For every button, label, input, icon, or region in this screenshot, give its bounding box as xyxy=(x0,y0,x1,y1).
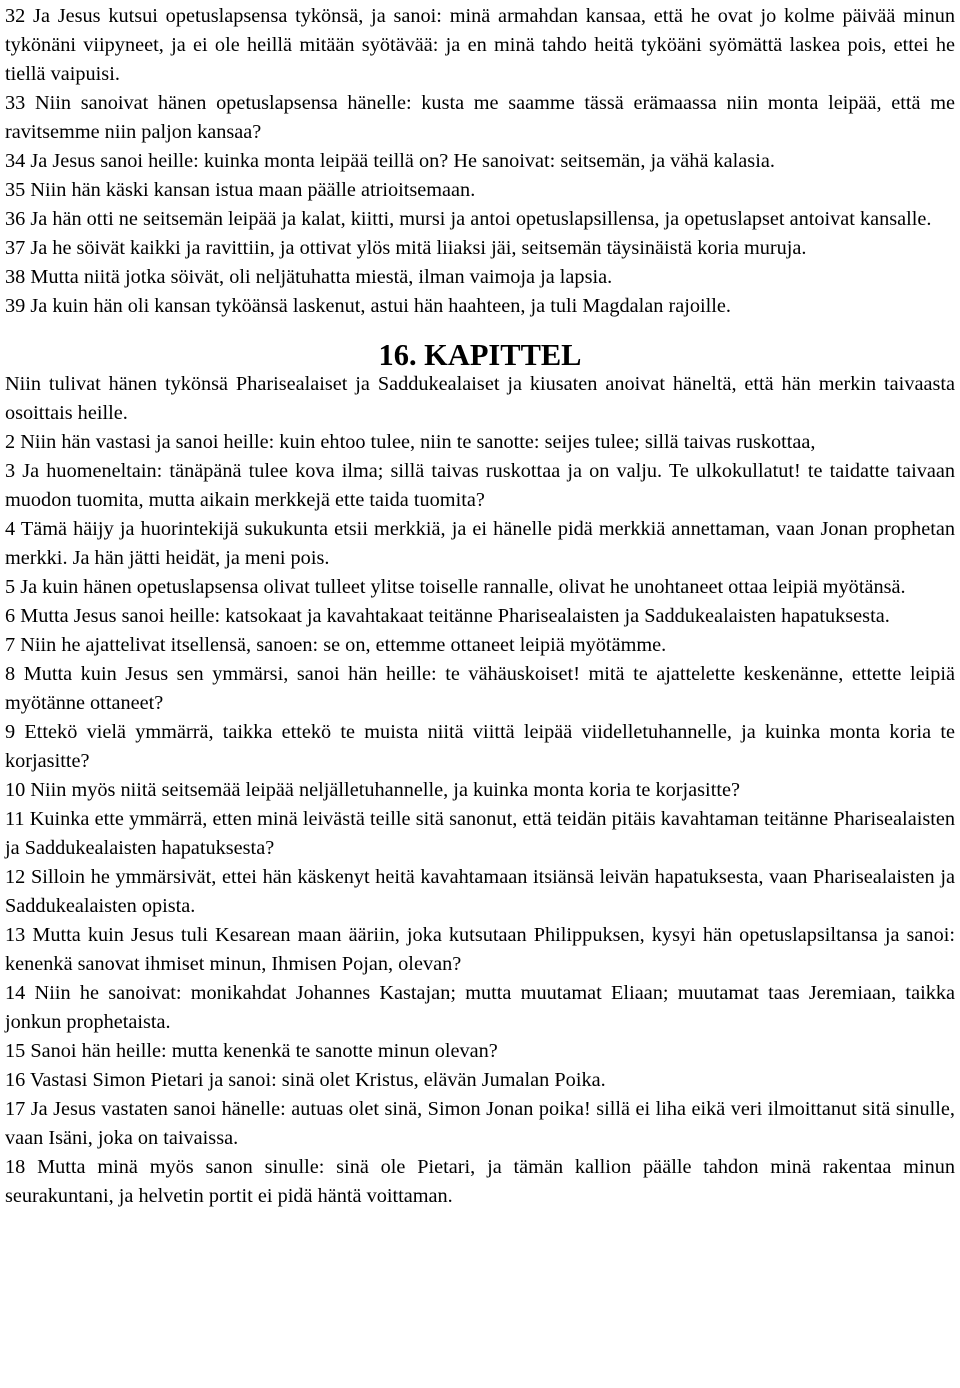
verse-34: 34 Ja Jesus sanoi heille: kuinka monta leipää teillä on? He sanoivat: seitsemän, ja vähä kalasia. xyxy=(5,150,775,172)
verse-9: 9 Ettekö vielä ymmärrä, taikka ettekö te muista niitä viittä leipää viidelletuhannelle, ja kuinka monta koria te korjasitte? xyxy=(5,721,955,772)
verse-8: 8 Mutta kuin Jesus sen ymmärsi, sanoi hän heille: te vähäuskoiset! mitä te ajattelette keskenänne, ettette leipiä myötänne ottaneet? xyxy=(5,663,955,714)
previous-chapter-verses xyxy=(5,2,955,321)
verse-4: 4 Tämä häijy ja huorintekijä sukukunta etsii merkkiä, ja ei hänelle pidä merkkiä annettaman, vaan Jonan prophetan merkki. Ja hän jätti heidät, ja meni pois. xyxy=(5,518,955,569)
verse-18: 18 Mutta minä myös sanon sinulle: sinä ole Pietari, ja tämän kallion päälle tahdon minä rakentaa minun seurakuntani, ja helvetin portit ei pidä häntä voittaman. xyxy=(5,1156,955,1207)
verse-37: 37 Ja he söivät kaikki ja ravittiin, ja ottivat ylös mitä liiaksi jäi, seitsemän täysinäistä koria muruja. xyxy=(5,237,807,259)
verse-16: 16 Vastasi Simon Pietari ja sanoi: sinä olet Kristus, elävän Jumalan Poika. xyxy=(5,1069,606,1091)
chapter-heading: 16. KAPITTEL xyxy=(378,338,582,372)
verse-6: 6 Mutta Jesus sanoi heille: katsokaat ja kavahtakaat teitänne Pharisealaisten ja Saddukealaisten hapatuksesta. xyxy=(5,605,890,627)
verse-10: 10 Niin myös niitä seitsemää leipää neljälletuhannelle, ja kuinka monta koria te korjasitte? xyxy=(5,779,740,801)
verse-15: 15 Sanoi hän heille: mutta kenenkä te sanotte minun olevan? xyxy=(5,1040,498,1062)
verse-5: 5 Ja kuin hänen opetuslapsensa olivat tulleet ylitse toiselle rannalle, olivat he unohtaneet ottaa leipiä myötänsä. xyxy=(5,576,906,598)
verse-1: Niin tulivat hänen tykönsä Pharisealaiset ja Saddukealaiset ja kiusaten anoivat häneltä, että hän merkin taivaasta osoittais heille. xyxy=(5,373,955,424)
verse-38: 38 Mutta niitä jotka söivät, oli neljätuhatta miestä, ilman vaimoja ja lapsia. xyxy=(5,266,613,288)
verse-11: 11 Kuinka ette ymmärrä, etten minä leivästä teille sitä sanonut, että teidän pitäis kavahtaman teitänne Pharisealaisten ja Saddukealaisten hapatuksesta? xyxy=(5,808,955,859)
verse-12: 12 Silloin he ymmärsivät, ettei hän käskenyt heitä kavahtamaan itsiänsä leivän hapatuksesta, vaan Pharisealaisten ja Saddukealaisten opista. xyxy=(5,866,955,917)
document-page xyxy=(5,2,955,1211)
verse-2: 2 Niin hän vastasi ja sanoi heille: kuin ehtoo tulee, niin te sanotte: seijes tulee; sillä taivas ruskottaa, xyxy=(5,431,816,453)
verse-3: 3 Ja huomeneltain: tänäpänä tulee kova ilma; sillä taivas ruskottaa ja on valju. Te ulkokullatut! te taidatte taivaan muodon tuomita, mutta aikain merkkejä ette taida tuomita? xyxy=(5,460,955,511)
verse-35: 35 Niin hän käski kansan istua maan päälle atrioitsemaan. xyxy=(5,179,476,201)
verse-39: 39 Ja kuin hän oli kansan tyköänsä laskenut, astui hän haahteen, ja tuli Magdalan rajoille. xyxy=(5,295,731,317)
verse-36: 36 Ja hän otti ne seitsemän leipää ja kalat, kiitti, mursi ja antoi opetuslapsillensa, ja opetuslapset antoivat kansalle. xyxy=(5,208,932,230)
verse-33: 33 Niin sanoivat hänen opetuslapsensa hänelle: kusta me saamme tässä erämaassa niin monta leipää, että me ravitsemme niin paljon kansaa? xyxy=(5,92,955,143)
verse-14: 14 Niin he sanoivat: monikahdat Johannes Kastajan; mutta muutamat Eliaan; muutamat taas Jeremiaan, taikka jonkun prophetaista. xyxy=(5,982,955,1033)
verse-17: 17 Ja Jesus vastaten sanoi hänelle: autuas olet sinä, Simon Jonan poika! sillä ei liha eikä veri ilmoittanut sitä sinulle, vaan Isäni, joka on taivaissa. xyxy=(5,1098,955,1149)
chapter-verses xyxy=(5,370,955,1211)
verse-13: 13 Mutta kuin Jesus tuli Kesarean maan ääriin, joka kutsutaan Philippuksen, kysyi hän opetuslapsiltansa ja sanoi: kenenkä sanovat ihmiset minun, Ihmisen Pojan, olevan? xyxy=(5,924,955,975)
verse-32: 32 Ja Jesus kutsui opetuslapsensa tykönsä, ja sanoi: minä armahdan kansaa, että he ovat jo kolme päivää minun tykönäni viipyneet, ja ei ole heillä mitään syötävää: ja en minä tahdo heitä tyköäni syömättä laskea pois, ettei he tiellä vaipuisi. xyxy=(5,5,955,85)
verse-7: 7 Niin he ajattelivat itsellensä, sanoen: se on, ettemme ottaneet leipiä myötämme. xyxy=(5,634,667,656)
